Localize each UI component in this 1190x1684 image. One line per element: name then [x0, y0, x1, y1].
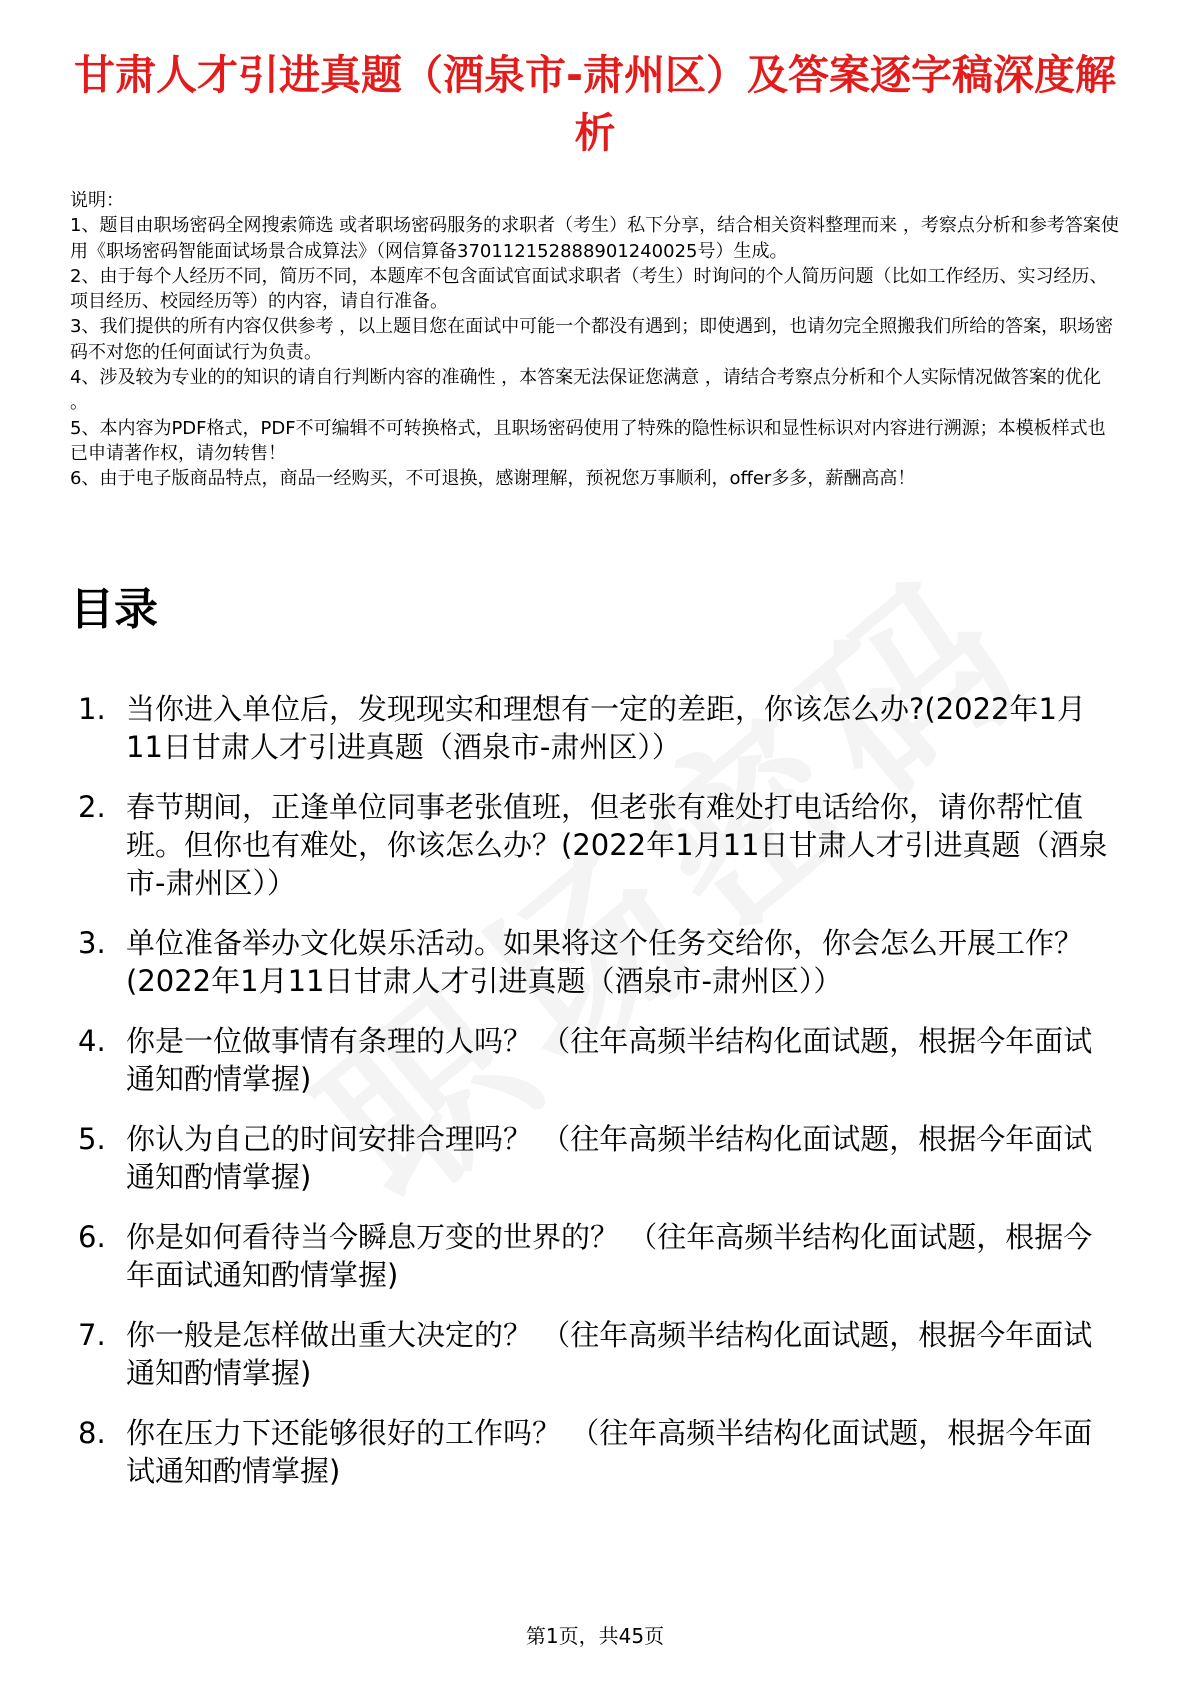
toc-item-text[interactable]: 你是如何看待当今瞬息万变的世界的？ （往年高频半结构化面试题，根据今年面试通知酌情掌握) [126, 1220, 1093, 1292]
note-item: 2、由于每个人经历不同，简历不同，本题库不包含面试官面试求职者（考生）时询问的个人简历问题（比如工作经历、实习经历、项目经历、校园经历等）的内容，请自行准备。 [70, 265, 1108, 313]
toc-item[interactable] [70, 1120, 1120, 1196]
document-title: 甘肃人才引进真题（酒泉市-肃州区）及答案逐字稿深度解析 [73, 51, 1116, 157]
toc-list [70, 690, 1120, 1512]
toc-item[interactable] [70, 1022, 1120, 1098]
toc-item[interactable] [70, 924, 1120, 1000]
toc-item-text[interactable]: 你认为自己的时间安排合理吗？ （往年高频半结构化面试题，根据今年面试通知酌情掌握) [126, 1122, 1093, 1194]
page-footer: 第1页，共45页 [525, 1624, 665, 1648]
note-item: 4、涉及较为专业的的知识的请自行判断内容的准确性 ，本答案无法保证您满意 ，请结合考察点分析和个人实际情况做答案的优化 。 [70, 367, 1101, 414]
note-item: 6、由于电子版商品特点，商品一经购买，不可退换，感谢理解，预祝您万事顺利，offer多多，薪酬高高！ [70, 468, 916, 490]
toc-item-number: 4. [78, 1024, 106, 1058]
toc-item-number: 7. [78, 1318, 106, 1352]
notes-heading: 说明： [70, 190, 124, 211]
note-item: 3、我们提供的所有内容仅供参考 ，以上题目您在面试中可能一个都没有遇到；即使遇到，也请勿完全照搬我们所给的答案，职场密码不对您的任何面试行为负责。 [70, 316, 1114, 363]
toc-item-text[interactable]: 你在压力下还能够很好的工作吗？ （往年高频半结构化面试题，根据今年面试通知酌情掌握) [126, 1416, 1093, 1488]
toc-item-number: 5. [78, 1122, 106, 1156]
toc-item[interactable] [70, 690, 1120, 766]
toc-item-text[interactable]: 你一般是怎样做出重大决定的？ （往年高频半结构化面试题，根据今年面试通知酌情掌握) [126, 1318, 1093, 1390]
toc-item-number: 1. [78, 692, 106, 726]
toc-item[interactable] [70, 1316, 1120, 1392]
notes-section [70, 188, 1120, 492]
toc-item-text[interactable]: 春节期间，正逢单位同事老张值班，但老张有难处打电话给你，请你帮忙值班。但你也有难处，你该怎么办？(2022年1月11日甘肃人才引进真题（酒泉市-肃州区）） [126, 790, 1108, 900]
toc-item-text[interactable]: 单位准备举办文化娱乐活动。如果将这个任务交给你，你会怎么开展工作？(2022年1月11日甘肃人才引进真题（酒泉市-肃州区）） [126, 926, 1084, 998]
toc-item-text[interactable]: 当你进入单位后，发现现实和理想有一定的差距，你该怎么办?(2022年1月11日甘肃人才引进真题（酒泉市-肃州区）） [126, 692, 1086, 764]
toc-item-number: 2. [78, 790, 106, 824]
note-item: 1、题目由职场密码全网搜索筛选 或者职场密码服务的求职者（考生）私下分享，结合相关资料整理而来 ，考察点分析和参考答案使用《职场密码智能面试场景合成算法》（网信算备370112152888901240025号）生成。 [70, 215, 1119, 262]
toc-item[interactable] [70, 1414, 1120, 1490]
toc-item-number: 3. [78, 926, 106, 960]
toc-heading: 目录 [70, 584, 158, 635]
note-item: 5、本内容为PDF格式，PDF不可编辑不可转换格式，且职场密码使用了特殊的隐性标识和显性标识对内容进行溯源；本模板样式也已申请著作权，请勿转售！ [70, 417, 1106, 464]
toc-item-number: 8. [78, 1416, 106, 1450]
toc-item-text[interactable]: 你是一位做事情有条理的人吗？ （往年高频半结构化面试题，根据今年面试通知酌情掌握) [126, 1024, 1093, 1096]
toc-item[interactable] [70, 1218, 1120, 1294]
toc-item-number: 6. [78, 1220, 106, 1254]
toc-item[interactable] [70, 788, 1120, 902]
